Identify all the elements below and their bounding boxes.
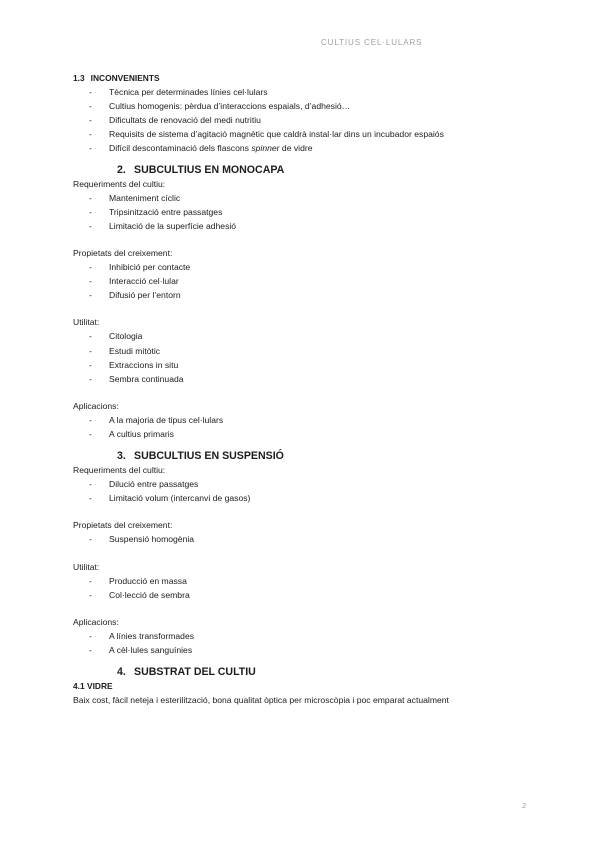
list-item-text: Manteniment cíclic [109, 192, 181, 203]
utilitat-label: Utilitat: [73, 317, 100, 328]
bullet-dash: - [89, 206, 92, 217]
list-item-text: A cèl·lules sanguínies [109, 645, 193, 655]
propietats-label: Propietats del creixement: [73, 247, 173, 258]
list-item [73, 260, 543, 274]
list-item [73, 219, 543, 233]
list-item [73, 191, 543, 205]
requeriments-label: Requeriments del cultiu: [73, 178, 166, 189]
bullet-dash: - [89, 630, 92, 641]
spacer [73, 233, 543, 246]
section-number: 4.1 [73, 681, 85, 692]
list-item-text: Tècnica per determinades línies cel·lulars [109, 87, 268, 98]
section-title: SUBCULTIUS EN SUSPENSIÓ [134, 450, 284, 463]
list-item [73, 588, 543, 602]
bullet-dash: - [89, 645, 92, 655]
propietats-list [73, 260, 543, 302]
running-header: CULTIUS CEL·LULARS [321, 38, 423, 47]
inconvenients-list [73, 85, 543, 155]
list-item [73, 85, 543, 99]
list-item-text: Inhibició per contacte [109, 262, 191, 273]
aplicacions-list [73, 629, 543, 657]
bullet-dash: - [89, 345, 92, 356]
list-item-text: Col·lecció de sembra [109, 589, 190, 600]
list-item-text: Tripsinització entre passatges [109, 206, 223, 217]
list-item-text: Estudi mitòtic [109, 345, 161, 356]
spacer [73, 547, 543, 560]
section-title: INCONVENIENTS [90, 73, 160, 83]
utilitat-label: Utilitat: [73, 561, 100, 572]
bullet-dash: - [89, 290, 92, 301]
list-item [73, 344, 543, 358]
page-content [73, 71, 543, 707]
bullet-dash: - [89, 262, 92, 273]
list-item [73, 274, 543, 288]
section-number: 4. [117, 666, 126, 679]
list-item-text: A cultius primaris [109, 428, 174, 439]
requeriments-label: Requeriments del cultiu: [73, 465, 166, 476]
bullet-dash: - [89, 220, 92, 231]
list-item [73, 113, 543, 127]
list-item [73, 127, 543, 141]
aplicacions-label: Aplicacions: [73, 616, 119, 627]
bullet-dash: - [89, 276, 92, 287]
section-number: 2. [117, 163, 126, 176]
list-item [73, 141, 543, 155]
italic-term: spinner [251, 143, 280, 154]
bullet-dash: - [89, 331, 92, 342]
spacer [73, 505, 543, 518]
bullet-dash: - [89, 479, 92, 490]
list-item-text [109, 141, 543, 155]
list-item [73, 372, 543, 386]
list-item-text: A la majoria de tipus cel·lulars [109, 414, 224, 425]
list-item [73, 643, 543, 657]
bullet-dash: - [89, 101, 92, 112]
spacer [73, 386, 543, 399]
text-run: de vidre [279, 143, 313, 154]
list-item-text: Requisits de sistema d’agitació magnètic que caldrà instal·lar dins un incubador espaiós [109, 129, 444, 140]
list-item-text: Interacció cel·lular [109, 276, 179, 287]
list-item [73, 477, 543, 491]
bullet-dash: - [89, 143, 92, 154]
requeriments-list [73, 477, 543, 505]
spacer [73, 602, 543, 615]
bullet-dash: - [89, 575, 92, 586]
requeriments-list [73, 191, 543, 233]
list-item [73, 99, 543, 113]
aplicacions-label: Aplicacions: [73, 400, 119, 411]
section-number: 3. [117, 450, 126, 463]
bullet-dash: - [89, 428, 92, 439]
list-item-text: Dilució entre passatges [109, 479, 199, 490]
spacer [73, 302, 543, 315]
bullet-dash: - [89, 192, 92, 203]
body-paragraph: Baix cost, fàcil neteja i esterilització, bona qualitat òptica per microscòpia i poc emparat actualment [73, 695, 449, 706]
bullet-dash: - [89, 115, 92, 126]
list-item-text: Cultius homogenis: pèrdua d’interaccions espaials, d’adhesió… [109, 101, 351, 112]
list-item [73, 491, 543, 505]
bullet-dash: - [89, 414, 92, 425]
aplicacions-list [73, 413, 543, 441]
section-4-1-heading [73, 679, 543, 693]
list-item-text: Sembra continuada [109, 373, 184, 384]
list-item [73, 574, 543, 588]
list-item [73, 532, 543, 546]
list-item-text: Limitació volum (intercanvi de gasos) [109, 493, 251, 504]
bullet-dash: - [89, 129, 92, 140]
section-title: SUBSTRAT DEL CULTIU [134, 666, 256, 679]
list-item [73, 629, 543, 643]
page-number: 2 [522, 801, 527, 810]
list-item [73, 413, 543, 427]
propietats-label: Propietats del creixement: [73, 520, 173, 531]
section-3-heading [73, 449, 543, 463]
list-item-text: A línies transformades [109, 630, 195, 641]
section-number: 1.3 [73, 73, 85, 83]
utilitat-list [73, 329, 543, 385]
bullet-dash: - [89, 589, 92, 600]
list-item-text: Suspensió homogènia [109, 534, 195, 545]
list-item [73, 329, 543, 343]
list-item-text: Citologia [109, 331, 143, 342]
utilitat-list [73, 574, 543, 602]
section-title: VIDRE [86, 681, 113, 692]
list-item [73, 288, 543, 302]
propietats-list [73, 532, 543, 546]
list-item [73, 427, 543, 441]
text-run: Difícil descontaminació dels flascons [109, 143, 252, 154]
list-item [73, 205, 543, 219]
list-item [73, 358, 543, 372]
section-4-heading [73, 665, 543, 679]
bullet-dash: - [89, 373, 92, 384]
bullet-dash: - [89, 534, 92, 545]
bullet-dash: - [89, 359, 92, 370]
list-item-text: Limitació de la superfície adhesió [109, 220, 237, 231]
bullet-dash: - [89, 493, 92, 504]
list-item-text: Dificultats de renovació del medi nutritiu [109, 115, 261, 126]
bullet-dash: - [89, 87, 92, 98]
section-1-3-heading [73, 71, 543, 85]
list-item-text: Difusió per l’entorn [109, 290, 181, 301]
list-item-text: Extraccions in situ [109, 359, 179, 370]
section-2-heading [73, 163, 543, 177]
section-title: SUBCULTIUS EN MONOCAPA [134, 163, 285, 176]
list-item-text: Producció en massa [109, 575, 187, 586]
